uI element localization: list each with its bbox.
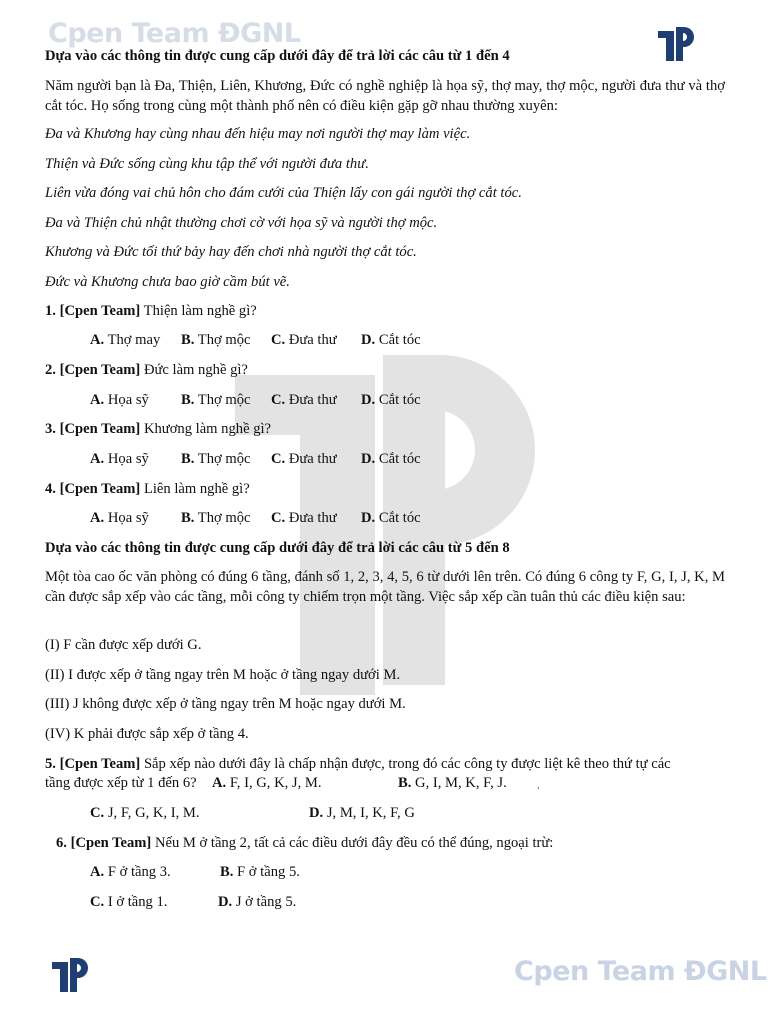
section1-heading: Dựa vào các thông tin được cung cấp dưới đây để trả lời các câu từ 1 đến 4 — [45, 48, 510, 64]
question-tag: [Cpen Team] — [59, 481, 141, 497]
question-number: 4. — [45, 481, 56, 497]
question-tag: [Cpen Team] — [59, 303, 141, 319]
option-a[interactable]: A. Họa sỹ — [90, 510, 149, 526]
question-number: 2. — [45, 362, 56, 378]
brand-watermark-top: Cpen Team ĐGNL — [48, 18, 301, 49]
question-text: Sắp xếp nào dưới đây là chấp nhận được, trong đó các công ty được liệt kê theo thứ tự các — [140, 756, 671, 772]
condition-4: (IV) K phải được sắp xếp ở tầng 4. — [45, 726, 249, 742]
tp-logo-icon — [658, 27, 694, 61]
option-a[interactable]: A. Họa sỹ — [90, 392, 149, 408]
option-d[interactable]: D. Cắt tóc — [361, 510, 421, 526]
option-a[interactable]: A. Thợ may — [90, 332, 161, 348]
question-3 — [45, 419, 271, 439]
question-tag: [Cpen Team] — [59, 421, 141, 437]
question-text: Liên làm nghề gì? — [140, 481, 250, 497]
brand-watermark-bottom: Cpen Team ĐGNL — [514, 956, 767, 987]
question-tag: [Cpen Team] — [59, 756, 141, 772]
section1-intro: Năm người bạn là Đa, Thiện, Liên, Khương, Đức có nghề nghiệp là họa sỹ, thợ may, thợ mộc, người đưa thư và thợ cắt tóc. Họ sống trong cùng một thành phố nên có điều kiện gặp gỡ nhau thường xuyên: — [45, 78, 725, 114]
condition-3: (III) J không được xếp ở tầng ngay trên M hoặc ngay dưới M. — [45, 696, 406, 712]
tp-logo-icon — [52, 958, 88, 992]
option-d[interactable]: D. Cắt tóc — [361, 392, 421, 408]
section2-intro: Một tòa cao ốc văn phòng có đúng 6 tầng, đánh số 1, 2, 3, 4, 5, 6 từ dưới lên trên. Có đúng 6 công ty F, G, I, J, K, M cần được sắp xếp vào các tầng, mỗi công ty chiếm trọn một tầng. Việc sắp xếp cần tuân thủ các điều kiện sau: — [45, 569, 725, 605]
fact-1: Đa và Khương hay cùng nhau đến hiệu may nơi người thợ may làm việc. — [45, 126, 471, 142]
option-c[interactable]: C. Đưa thư — [271, 451, 337, 467]
option-c[interactable]: C. I ở tầng 1. — [90, 894, 168, 910]
option-a[interactable]: A. F, I, G, K, J, M. — [212, 775, 322, 791]
question-5-line2 — [45, 773, 197, 793]
red-mark: , — [537, 780, 540, 791]
option-a[interactable]: A. F ở tầng 3. — [90, 864, 171, 880]
question-4 — [45, 479, 250, 499]
question-number: 5. — [45, 756, 56, 772]
question-1 — [45, 301, 257, 321]
question-text: Đức làm nghề gì? — [140, 362, 248, 378]
fact-6: Đức và Khương chưa bao giờ cầm bút vẽ. — [45, 274, 290, 290]
condition-1: (I) F cần được xếp dưới G. — [45, 637, 202, 653]
question-text: Nếu M ở tầng 2, tất cả các điều dưới đây đều có thể đúng, ngoại trừ: — [151, 835, 554, 851]
fact-2: Thiện và Đức sống cùng khu tập thể với người đưa thư. — [45, 156, 369, 172]
section2-heading: Dựa vào các thông tin được cung cấp dưới đây để trả lời các câu từ 5 đến 8 — [45, 540, 510, 556]
question-5 — [45, 754, 671, 774]
question-number: 3. — [45, 421, 56, 437]
fact-5: Khương và Đức tối thứ bảy hay đến chơi nhà người thợ cắt tóc. — [45, 244, 417, 260]
option-d[interactable]: D. J, M, I, K, F, G — [309, 805, 415, 821]
option-c[interactable]: C. Đưa thư — [271, 510, 337, 526]
question-number: 1. — [45, 303, 56, 319]
fact-4: Đa và Thiện chủ nhật thường chơi cờ với họa sỹ và người thợ mộc. — [45, 215, 438, 231]
option-b[interactable]: B. Thợ mộc — [181, 392, 251, 408]
question-text-cont: tầng được xếp từ 1 đến 6? — [45, 775, 197, 791]
option-c[interactable]: C. J, F, G, K, I, M. — [90, 805, 200, 821]
question-text: Thiện làm nghề gì? — [140, 303, 257, 319]
option-c[interactable]: C. Đưa thư — [271, 392, 337, 408]
option-b[interactable]: B. G, I, M, K, F, J. — [398, 775, 507, 791]
option-d[interactable]: D. Cắt tóc — [361, 332, 421, 348]
condition-2: (II) I được xếp ở tầng ngay trên M hoặc ở tầng ngay dưới M. — [45, 667, 401, 683]
option-c[interactable]: C. Đưa thư — [271, 332, 337, 348]
question-number: 6. — [56, 835, 67, 851]
option-b[interactable]: B. F ở tầng 5. — [220, 864, 300, 880]
option-b[interactable]: B. Thợ mộc — [181, 451, 251, 467]
option-b[interactable]: B. Thợ mộc — [181, 332, 251, 348]
question-6 — [56, 833, 553, 853]
question-tag: [Cpen Team] — [59, 362, 141, 378]
option-a[interactable]: A. Họa sỹ — [90, 451, 149, 467]
question-tag: [Cpen Team] — [70, 835, 152, 851]
question-2 — [45, 360, 248, 380]
option-b[interactable]: B. Thợ mộc — [181, 510, 251, 526]
option-d[interactable]: D. J ở tầng 5. — [218, 894, 297, 910]
question-text: Khương làm nghề gì? — [140, 421, 272, 437]
fact-3: Liên vừa đóng vai chủ hôn cho đám cưới của Thiện lấy con gái người thợ cắt tóc. — [45, 185, 522, 201]
option-d[interactable]: D. Cắt tóc — [361, 451, 421, 467]
